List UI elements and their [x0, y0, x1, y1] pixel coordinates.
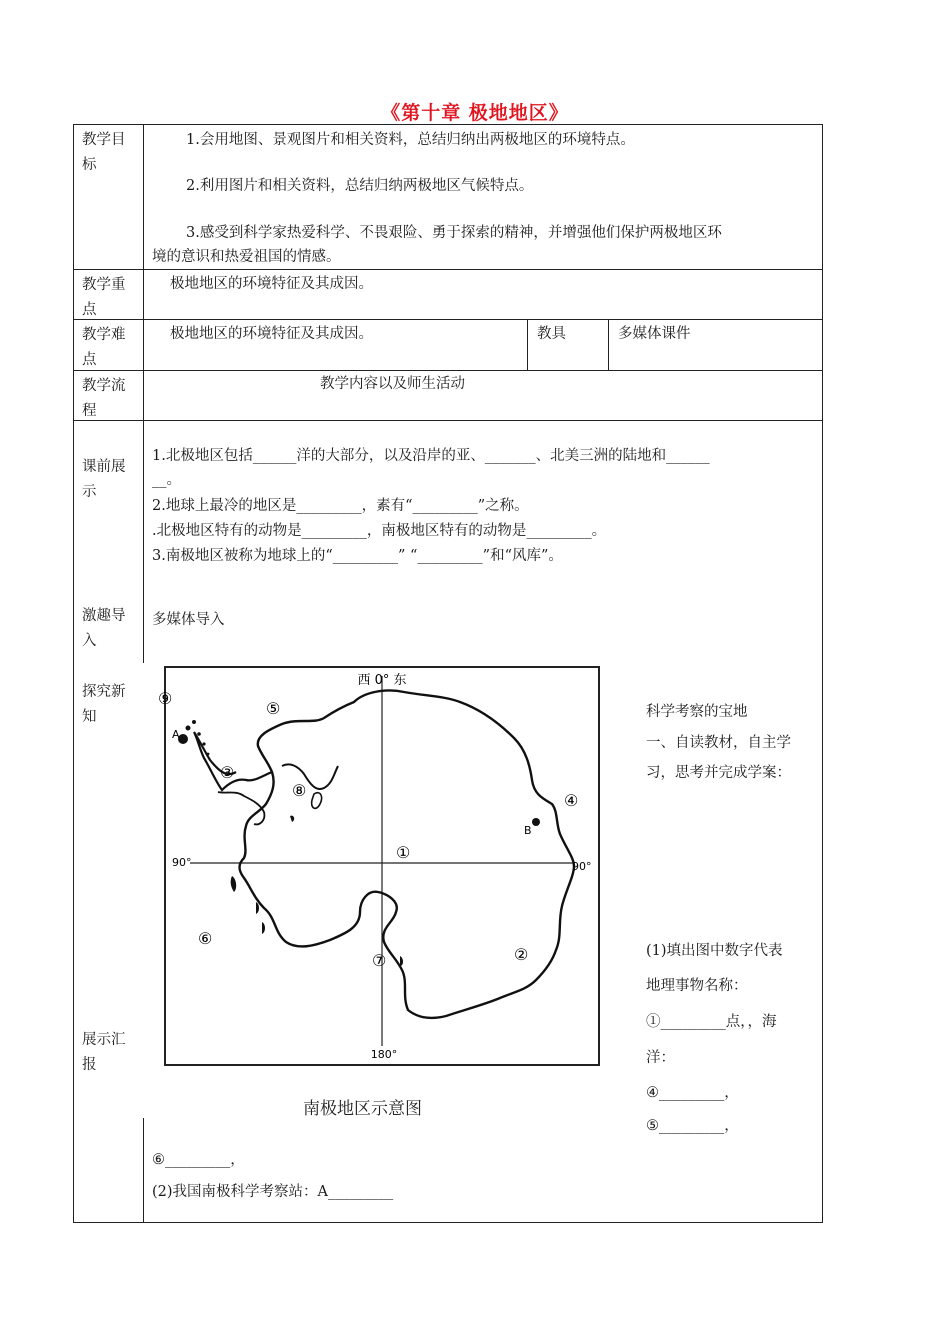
- explore-line: 洋：: [646, 1050, 675, 1066]
- page-title: 《第十章 极地地区》: [381, 102, 569, 124]
- intro-text: 多媒体导入: [152, 612, 225, 628]
- goal-item: 2.利用图片和相关资料，总结归纳两极地区气候特点。: [186, 178, 534, 194]
- label-column-divider: [143, 124, 144, 663]
- preview-label: 课前展示: [82, 459, 126, 500]
- row-divider: [73, 319, 823, 320]
- intro-label: 激趣导入: [82, 608, 126, 649]
- goal-item: 境的意识和热爱祖国的情感。: [152, 249, 341, 265]
- report-line: (2)我国南极科学考察站：A_________: [152, 1184, 394, 1200]
- goal-item: 1.会用地图、景观图片和相关资料，总结归纳出两极地区的环境特点。: [186, 132, 635, 148]
- map-number-3: ③: [220, 763, 235, 782]
- process-label: 教学流程: [82, 378, 126, 419]
- preview-line: 2.地球上最冷的地区是_________，素有“_________”之称。: [152, 498, 529, 514]
- island: [197, 732, 201, 736]
- report-line: ⑥_________，: [152, 1152, 245, 1168]
- report-label: 展示汇报: [82, 1032, 126, 1073]
- goal-item: 3.感受到科学家热爱科学、不畏艰险、勇于探索的精神，并增强他们保护两极地区环: [186, 225, 722, 241]
- antarctica-map: [158, 666, 600, 1066]
- island: [192, 720, 196, 724]
- row-divider: [73, 370, 823, 371]
- island: [186, 726, 191, 731]
- island: [207, 753, 210, 756]
- difficulty-label: 教学难点: [82, 327, 126, 368]
- goals-label: 教学目标: [82, 132, 126, 173]
- explore-label: 探究新知: [82, 684, 126, 725]
- map-label-b: B: [524, 824, 532, 837]
- row-divider: [73, 269, 823, 270]
- map-right-label: 90°: [572, 860, 592, 873]
- map-bottom-label: 180°: [370, 1048, 398, 1061]
- map-number-8: ⑧: [292, 781, 307, 800]
- map-top-label: 西 0° 东: [357, 673, 407, 688]
- tools-value: 多媒体课件: [618, 326, 691, 342]
- map-label-a: A: [172, 728, 180, 741]
- key-label: 教学重点: [82, 277, 126, 318]
- label-column-divider-lower: [143, 1118, 144, 1223]
- map-number-2: ②: [514, 945, 529, 964]
- preview-line: 1.北极地区包括______洋的大部分，以及沿岸的亚、_______、北美三洲的陆地和______: [152, 448, 710, 464]
- row-divider: [73, 420, 823, 421]
- difficulty-text: 极地地区的环境特征及其成因。: [170, 326, 373, 342]
- map-number-6: ⑥: [198, 929, 213, 948]
- tools-divider-right: [608, 319, 609, 370]
- map-number-9: ⑨: [158, 689, 173, 708]
- tools-label: 教具: [537, 326, 566, 342]
- key-text: 极地地区的环境特征及其成因。: [170, 276, 373, 292]
- explore-line: 地理事物名称：: [646, 978, 748, 994]
- station-b-dot: [532, 818, 540, 826]
- explore-line: ④_________，: [646, 1085, 739, 1101]
- explore-line: (1)填出图中数字代表: [646, 943, 783, 959]
- explore-line: ①_________点，，海: [646, 1014, 777, 1030]
- process-text: 教学内容以及师生活动: [320, 376, 465, 392]
- map-caption: 南极地区示意图: [303, 1099, 422, 1119]
- map-number-4: ④: [564, 791, 579, 810]
- map-number-1: ①: [396, 843, 411, 862]
- preview-line: __。: [152, 472, 181, 488]
- explore-line: 习，思考并完成学案：: [646, 765, 791, 781]
- island: [202, 742, 205, 745]
- preview-line: 3.南极地区被称为地球上的“_________” “_________”和“风库”。: [152, 548, 563, 564]
- explore-line: 科学考察的宝地: [646, 704, 748, 720]
- map-number-7: ⑦: [372, 951, 387, 970]
- tools-divider-left: [527, 319, 528, 370]
- preview-line: .北极地区特有的动物是_________，南极地区特有的动物是_________。: [152, 523, 607, 539]
- explore-line: 一、自读教材，自主学: [646, 735, 791, 751]
- explore-line: ⑤_________，: [646, 1118, 739, 1134]
- map-left-label: 90°: [172, 856, 192, 869]
- map-number-5: ⑤: [266, 699, 281, 718]
